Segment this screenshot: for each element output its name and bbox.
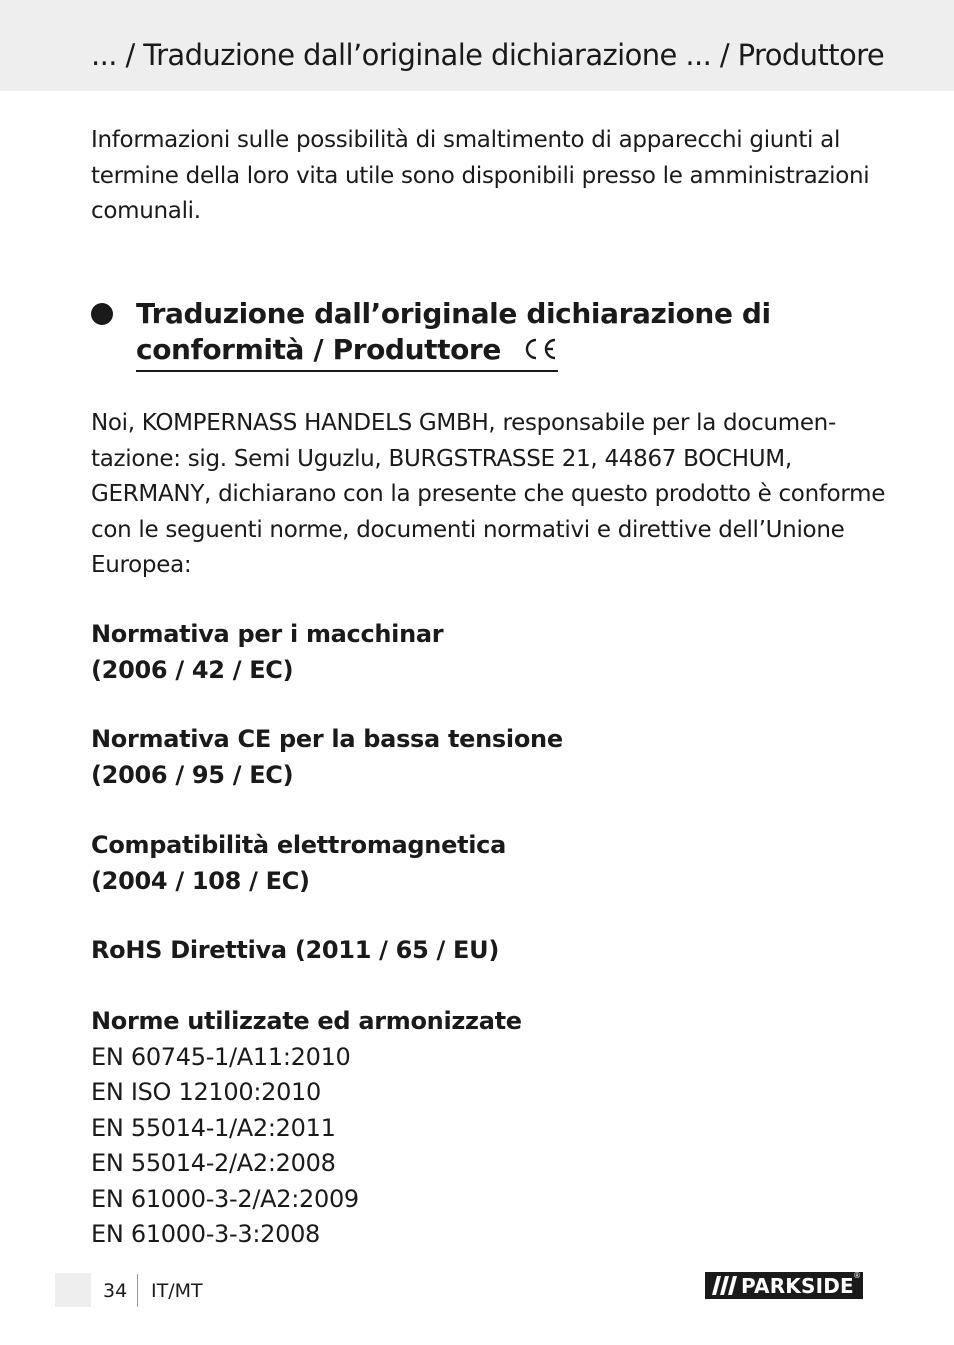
- bullet-icon: [91, 303, 113, 325]
- directive-rohs: [91, 933, 499, 969]
- intro-line: comunali.: [91, 198, 201, 224]
- standard-item: EN ISO 12100:2010: [91, 1078, 321, 1106]
- section-heading-line2: conformità / Produttore: [136, 333, 501, 366]
- standards-heading: Norme utilizzate ed armonizzate: [91, 1007, 522, 1035]
- standard-item: EN 60745-1/A11:2010: [91, 1042, 351, 1071]
- section-heading-line2-wrap: [136, 332, 558, 372]
- directive-emc: [91, 828, 506, 899]
- standard-item: EN 55014-2/A2:2008: [91, 1149, 336, 1177]
- declaration-paragraph: [91, 406, 886, 584]
- parkside-logo: [705, 1272, 863, 1299]
- standard-item: EN 61000-3-3:2008: [91, 1220, 321, 1248]
- language-code: IT/MT: [151, 1280, 203, 1302]
- declaration-line: con le seguenti norme, documenti normativi e direttive dell’Unione: [91, 516, 845, 543]
- declaration-line: Noi, KOMPERNASS HANDELS GMBH, responsabile per la documen-: [91, 410, 836, 436]
- directive-name: Compatibilità elettromagnetica: [91, 831, 506, 859]
- page-title: ... / Traduzione dall’originale dichiarazione ... / Produttore: [91, 38, 885, 72]
- registered-mark: ®: [853, 1271, 861, 1280]
- declaration-line: GERMANY, dichiarano con la presente che questo prodotto è conforme: [91, 481, 886, 507]
- footer-divider: [137, 1274, 138, 1307]
- directive-name: RoHS Direttiva (2011 / 65 / EU): [91, 936, 499, 964]
- directive-name: Normativa per i macchinar: [91, 620, 444, 648]
- ce-mark-icon: [520, 337, 558, 361]
- directive-machinery: [91, 617, 443, 688]
- declaration-line: tazione: sig. Semi Uguzlu, BURGSTRASSE 21, 44867 BOCHUM,: [91, 445, 792, 472]
- intro-paragraph: [91, 123, 881, 230]
- intro-line: termine della loro vita utile sono disponibili presso le amministrazioni: [91, 162, 870, 189]
- brand-name: PARKSIDE: [741, 1274, 854, 1298]
- directive-code: (2006 / 42 / EC): [91, 655, 294, 684]
- standard-item: EN 55014-1/A2:2011: [91, 1113, 336, 1142]
- directive-code: (2004 / 108 / EC): [91, 866, 310, 895]
- standards-list: [91, 1004, 522, 1253]
- directive-low-voltage: [91, 722, 563, 793]
- section-heading: [136, 296, 771, 372]
- intro-line: Informazioni sulle possibilità di smaltimento di apparecchi giunti al: [91, 127, 841, 153]
- section-heading-line1: Traduzione dall’originale dichiarazione di: [136, 297, 771, 330]
- directive-name: Normativa CE per la bassa tensione: [91, 725, 563, 753]
- declaration-line: Europea:: [91, 552, 192, 578]
- directive-code: (2006 / 95 / EC): [91, 760, 294, 789]
- footer-box: [55, 1273, 91, 1307]
- page-number: 34: [103, 1280, 128, 1302]
- logo-stripes-icon: [711, 1272, 739, 1299]
- standard-item: EN 61000-3-2/A2:2009: [91, 1184, 359, 1213]
